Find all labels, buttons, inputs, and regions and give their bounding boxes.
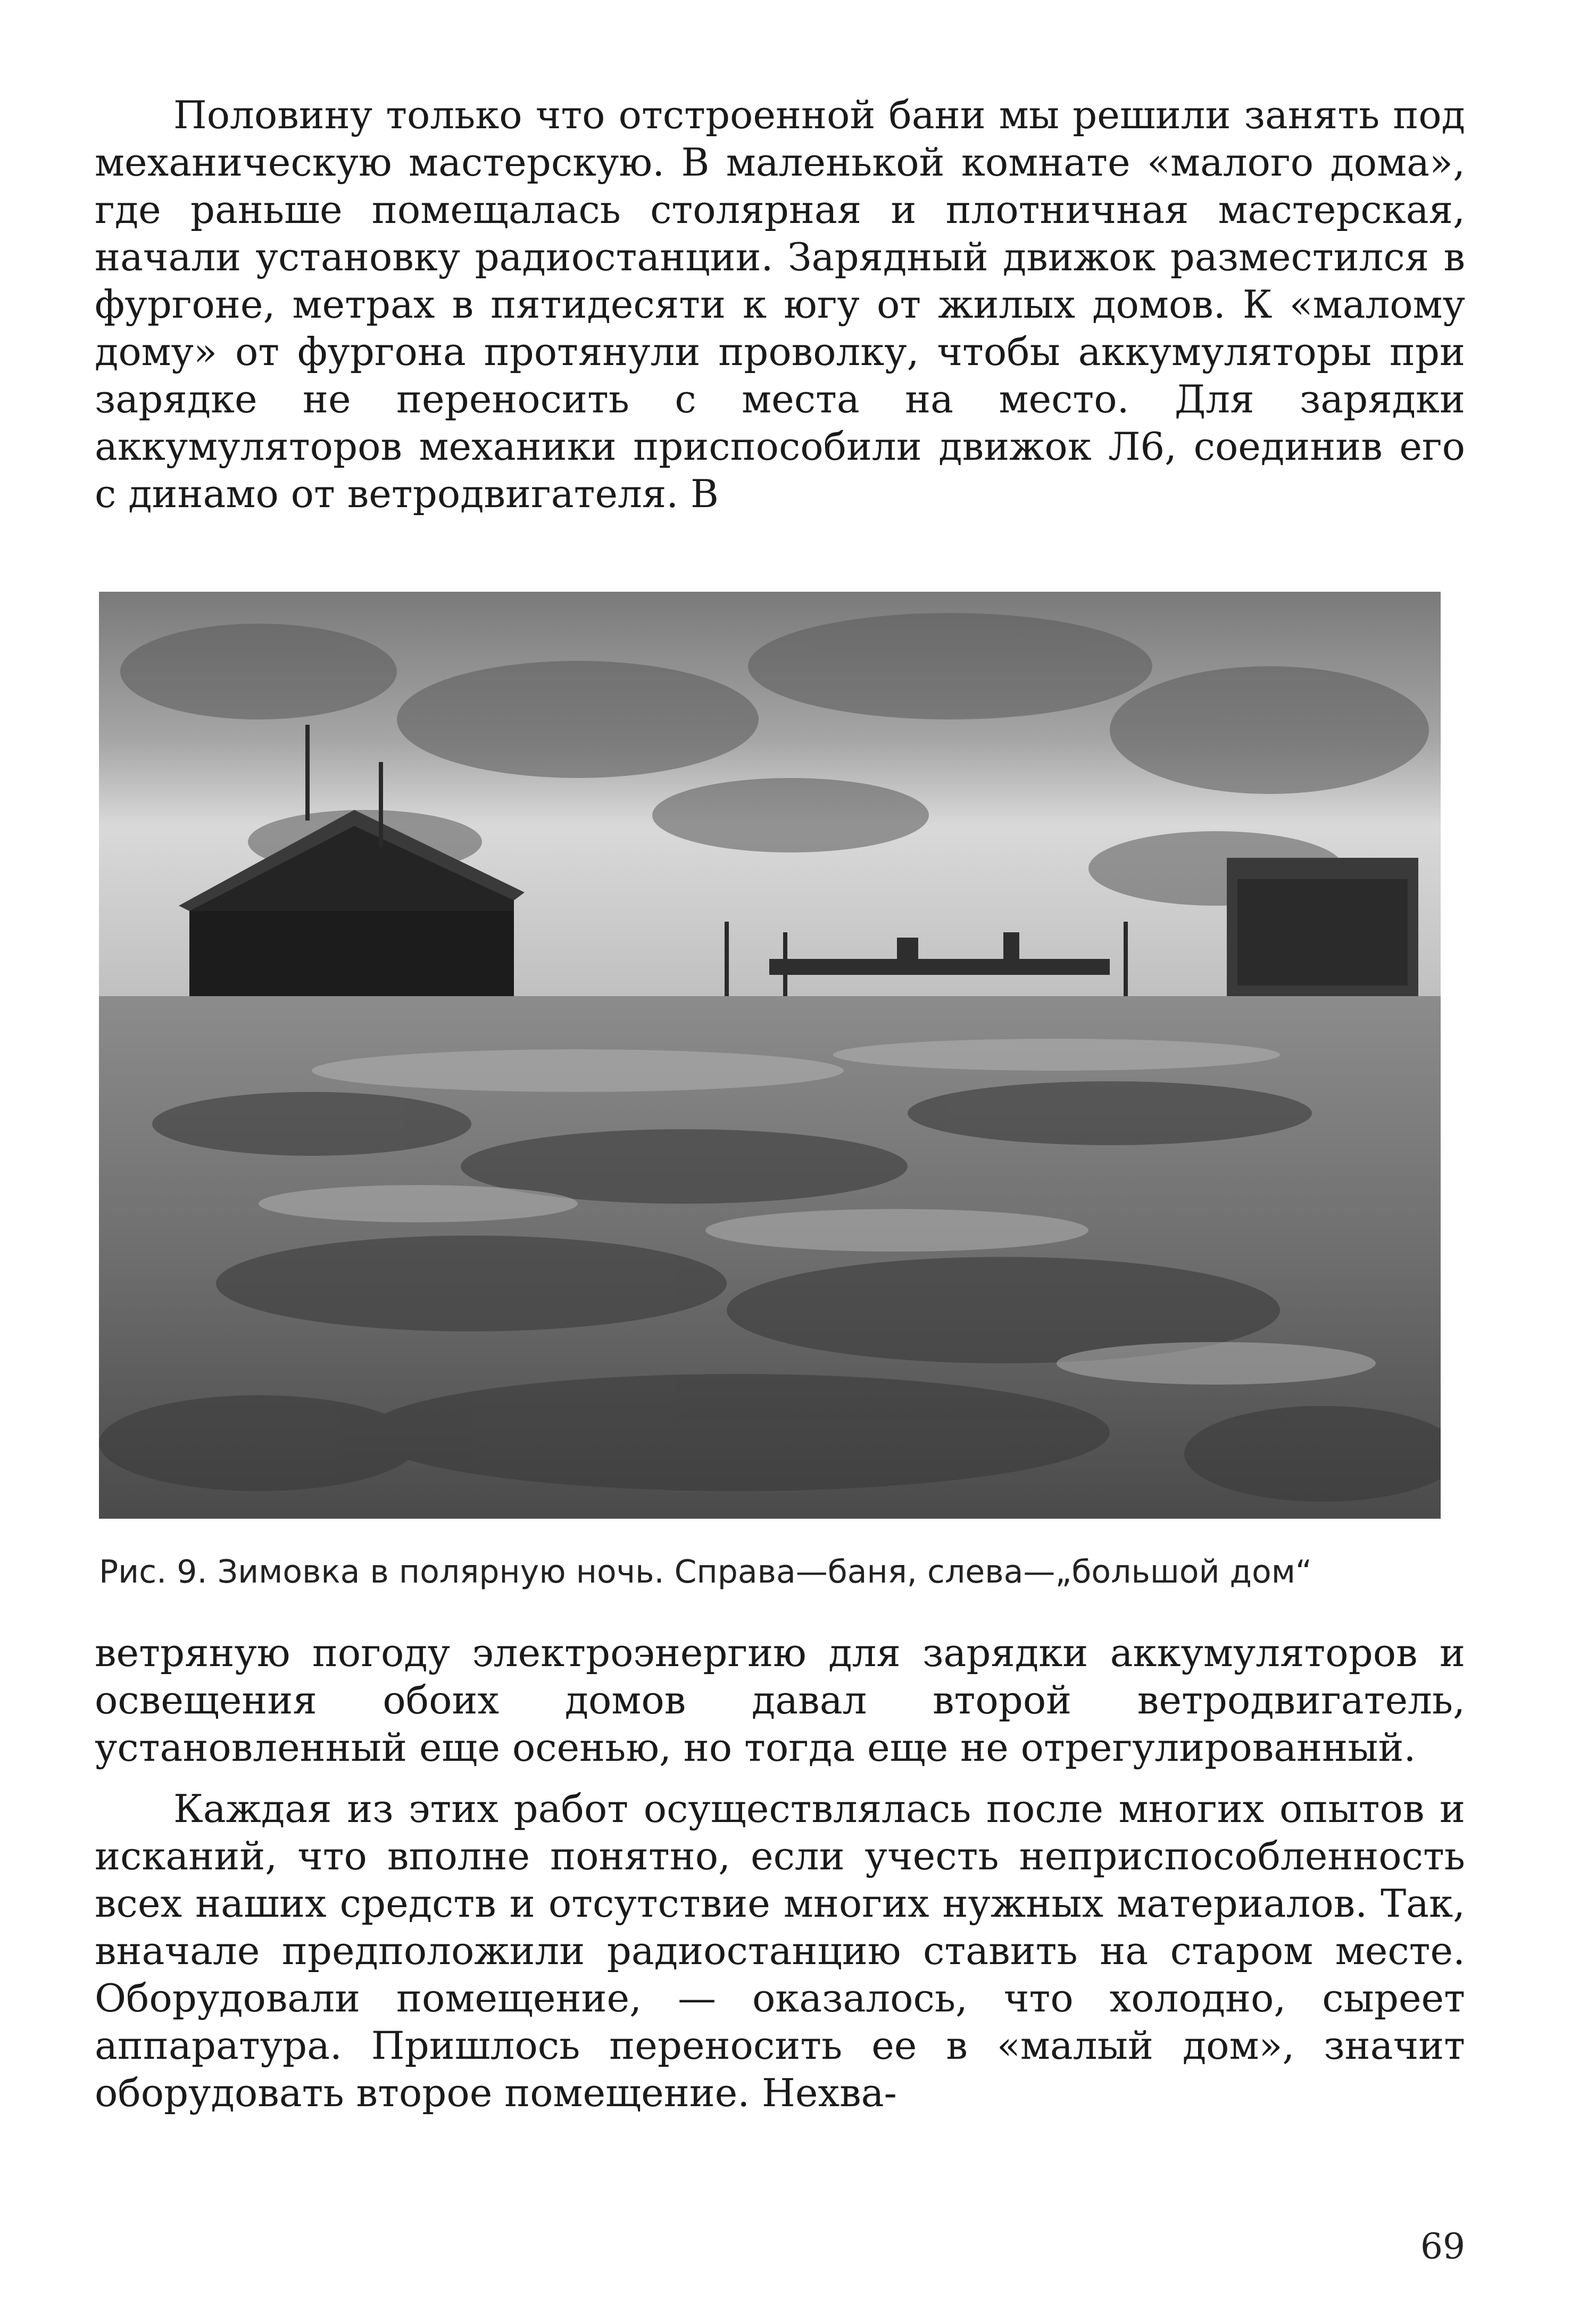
bottom-text-block	[95, 1629, 1465, 2117]
paragraph-top: Половину только что отстроенной бани мы решили занять под механическую мастерскую. В маленькой комнате «малого дома», где раньше помещалась столярная и плотничная мастерская, начали установку радиостанции. Зарядный движок разместился в фургоне, метрах в пятидесяти к югу от жилых домов. К «малому дому» от фургона протянули проволку, чтобы аккумуляторы при зарядке не переносить с места на место. Для зарядки аккумуляторов механики приспособили движок Л6, соединив его с динамо от ветродвигателя. В	[95, 93, 1465, 516]
bath-house	[1227, 858, 1418, 996]
page-number: 69	[1420, 2226, 1465, 2267]
paragraph-continued: ветряную погоду электроэнергию для зарядки аккумуляторов и освещения обоих домов давал второй ветродвигатель, установленный еще осенью, но тогда еще не отрегулированный.	[95, 1630, 1465, 1770]
top-text-block	[95, 92, 1465, 518]
figure-caption: Рис. 9. Зимовка в полярную ночь. Справа—баня, слева—„большой дом“	[99, 1553, 1312, 1591]
paragraph-next: Каждая из этих работ осуществлялась после многих опытов и исканий, что вполне понятно, если учесть неприспособленность всех наших средств и отсутствие многих нужных материалов. Так, вначале предположили радиостанцию ставить на старом месте. Оборудовали помещение, — оказалось, что холодно, сыреет аппаратура. Пришлось переносить ее в «малый дом», значит оборудовать второе помещение. Нехва-	[95, 1786, 1465, 2115]
figure-photo	[99, 592, 1441, 1519]
photo-winter-station	[99, 592, 1441, 1519]
